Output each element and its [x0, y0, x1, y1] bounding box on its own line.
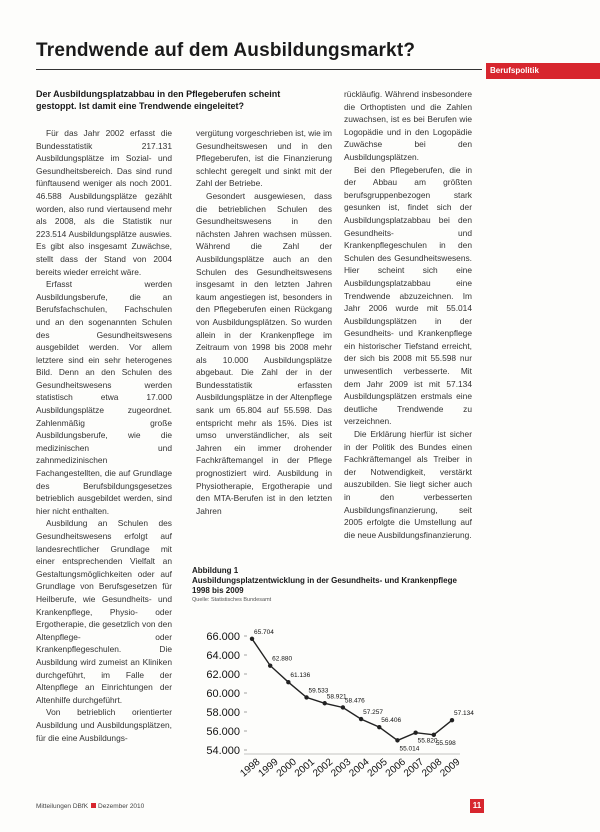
data-label: 56.406: [381, 717, 402, 725]
footer-marker: [91, 803, 96, 808]
lead-paragraph: Der Ausbildungsplatzabbau in den Pflegeberufen scheint gestoppt. Ist damit eine Trendwende eingeleitet?: [36, 89, 281, 111]
data-label: 55.014: [399, 745, 420, 753]
article-title: Trendwende auf dem Ausbildungsmarkt?: [36, 40, 416, 61]
x-tick-label: 2004: [347, 756, 372, 780]
data-point: [413, 731, 417, 735]
footer-issue: Dezember 2010: [98, 803, 145, 810]
paragraph: Die Erklärung hierfür ist sicher in der Politik des Bundes einen Fachkräftemangel als Treiber in der Notwendigkeit, verstärkt auszubilden. Sie liegt sicher auch in den verbesserten Ausbildungsfinanzierung, seit 2005 erfolgte die Umstellung auf die neue Ausbildungsfinanzierung.: [344, 429, 472, 540]
footer: [36, 803, 144, 810]
x-tick-label: 2003: [329, 756, 354, 780]
paragraph: Bei den Pflegeberufen, die in der Abbau am größten berufsgruppenbezogen stark gesunken ist, findet sich der Ausbildungsplatzabbau bei den Gesundheits- und Krankenpflegeschulen in den Schulen des Gesundheitswesens. Hier scheint sich eine Ausbildungsplatzabbau eine Trendwende abzuzeichnen. Im Jahr 2006 wurde mit 55.014 Ausbildungsplätzen in der Gesundheits- und Krankenpflege ein historischer Tiefstand erreicht, der sich bis 2008 mit 55.598 nur unwesentlich verbesserte. Mit dem Jahr 2009 ist mit 57.134 Ausbildungsplätzen erstmals eine deutliche Trendwende zu verzeichnen.: [344, 164, 472, 427]
data-label: 58.921: [326, 693, 347, 701]
footer-publication: Mitteilungen DBfK: [36, 803, 89, 810]
paragraph: rückläufig. Während insbesondere die Orthoptisten und die Zahlen zuwachsen, ist es bei Berufen wie Logopädie und in den Logopädie Zuwächse bei den Ausbildungsplätzen.: [344, 89, 472, 162]
section-tab: Berufspolitik: [486, 63, 600, 79]
data-point: [359, 717, 363, 721]
data-point: [341, 705, 345, 709]
data-point: [450, 718, 454, 722]
x-tick-label: 1998: [238, 756, 263, 780]
body-column-2: [196, 127, 332, 547]
figure: [192, 566, 474, 800]
x-tick-label: 2006: [383, 756, 408, 780]
data-point: [250, 637, 254, 641]
figure-title: Ausbildungsplatzentwicklung in der Gesundheits- und Krankenpflege 1998 bis 2009: [192, 576, 457, 595]
data-label: 57.257: [363, 709, 383, 717]
data-label: 55.820: [417, 737, 438, 745]
y-tick-label: 56.000: [206, 726, 240, 738]
paragraph: Gesondert ausgewiesen, dass die betrieblichen Schulen des Gesundheitswesens in den nächsten Jahren wachsen müssen. Während die Zahl der Ausbildungsplätze auch an den Schulen des Gesundheitswesens insgesamt in den letzten Jahren kaum angestiegen ist, besonders in den Pflegeberufen einen Rückgang von Ausbildungsplätzen. So wurden allein in der Krankenpflege im Zeitraum von 1998 bis 2008 mehr als 10.000 Ausbildungsplätze abgebaut. Die Zahl der in der Bundesstatistik erfassten Ausbildungsplätze in der Altenpflege sank um 65.804 auf 55.598. Das entspricht mehr als 15%. Dies ist umso unverständlicher, als seit Jahren ein immer drohender Fachkräftemangel in der Pflege prognostiziert wird. Ausbildung in Physiotherapie, Ergotherapie und den MTA-Berufen ist in den letzten Jahren: [196, 190, 332, 516]
title-rule: [36, 69, 482, 70]
x-tick-label: 2005: [365, 756, 390, 780]
data-point: [395, 738, 399, 742]
x-tick-label: 2002: [311, 756, 336, 780]
data-label: 58.476: [344, 697, 365, 705]
data-label: 59.533: [308, 687, 329, 695]
paragraph: Von betrieblich orientierter Ausbildung und Ausbildungsplätzen, für die eine Ausbildungs-: [36, 707, 172, 743]
x-tick-label: 2009: [438, 756, 463, 780]
y-tick-label: 62.000: [206, 669, 240, 681]
data-label: 65.704: [254, 628, 274, 636]
y-tick-label: 66.000: [206, 631, 240, 643]
paragraph: Erfasst werden Ausbildungsberufe, die an Berufsfachschulen, Fachschulen und an den sogenannten Schulen des Gesundheitswesens ausgebildet werden. Vor allem letztere sind ein sehr heterogenes Bild. Denn an den Schulen des Gesundheitswesens werden statistisch etwa 17.000 Ausbildungsplätze zugeordnet. Zahlenmäßig große Ausbildungsberufe, wie die medizinischen und zahnmedizinischen Fachangestellten, die auf Grundlage des Berufsbildungsgesetzes betrieblich ausgebildet werden, sind hier nicht enthalten.: [36, 279, 172, 516]
y-tick-label: 64.000: [206, 650, 240, 662]
data-point: [377, 725, 381, 729]
data-point: [268, 663, 272, 667]
y-tick-label: 54.000: [206, 745, 240, 757]
x-tick-label: 2008: [420, 756, 445, 780]
data-label: 55.598: [435, 739, 456, 747]
paragraph: Für das Jahr 2002 erfasst die Bundesstatistik 217.131 Ausbildungsplätze im Sozial- und Gesundheitsbereich. Das sind rund fünftausend weniger als noch 2001. 46.588 Ausbildungsplätze gezählt worden, also rund viertausend mehr als 2008, als die Statistik nur 223.514 Ausbildungsplätze auswies. Es gibt also insgesamt Zuwächse, stellt dass der Stand von 2004 bereits wieder erreicht wäre.: [36, 128, 172, 277]
paragraph: Ausbildung an Schulen des Gesundheitswesens erfolgt auf landesrechtlicher Grundlage mit einer entsprechenden Vielfalt an Gestaltungsmöglichkeiten oder auf Grundlage von Berufsgesetzen für Heilberufe, wie Gesundheits- und Krankenpflege, Physio- oder Ergotherapie, die gesetzlich von den Altenpflege- oder Krankenpflegeschulen. Die Ausbildung wird zumeist an Kliniken durchgeführt, im Falle der Altenpflege an Einrichtungen der Altenhilfe durchgeführt.: [36, 518, 172, 705]
x-tick-label: 1999: [256, 756, 281, 780]
data-label: 57.134: [454, 710, 474, 718]
page-number: 11: [470, 799, 484, 813]
paragraph: vergütung vorgeschrieben ist, wie im Gesundheitswesen und in den Pflegeberufen, ist die Finanzierung schlecht geregelt und sinkt mit der Zahl der Betriebe.: [196, 128, 332, 189]
data-label: 62.880: [272, 655, 293, 663]
data-point: [286, 680, 290, 684]
x-tick-label: 2000: [274, 756, 299, 780]
data-point: [323, 701, 327, 705]
figure-source: Quelle: Statistisches Bundesamt: [192, 597, 272, 603]
x-tick-label: 2001: [292, 756, 317, 780]
series-line: [252, 639, 452, 741]
x-tick-label: 2007: [401, 756, 427, 780]
data-label: 61.136: [290, 672, 311, 680]
figure-label: Abbildung 1: [192, 566, 239, 575]
data-point: [304, 695, 308, 699]
body-column-3: [344, 88, 472, 548]
body-column-1: [36, 127, 172, 795]
y-tick-label: 58.000: [206, 707, 240, 719]
y-tick-label: 60.000: [206, 688, 240, 700]
line-chart: [192, 616, 474, 796]
data-point: [432, 733, 436, 737]
